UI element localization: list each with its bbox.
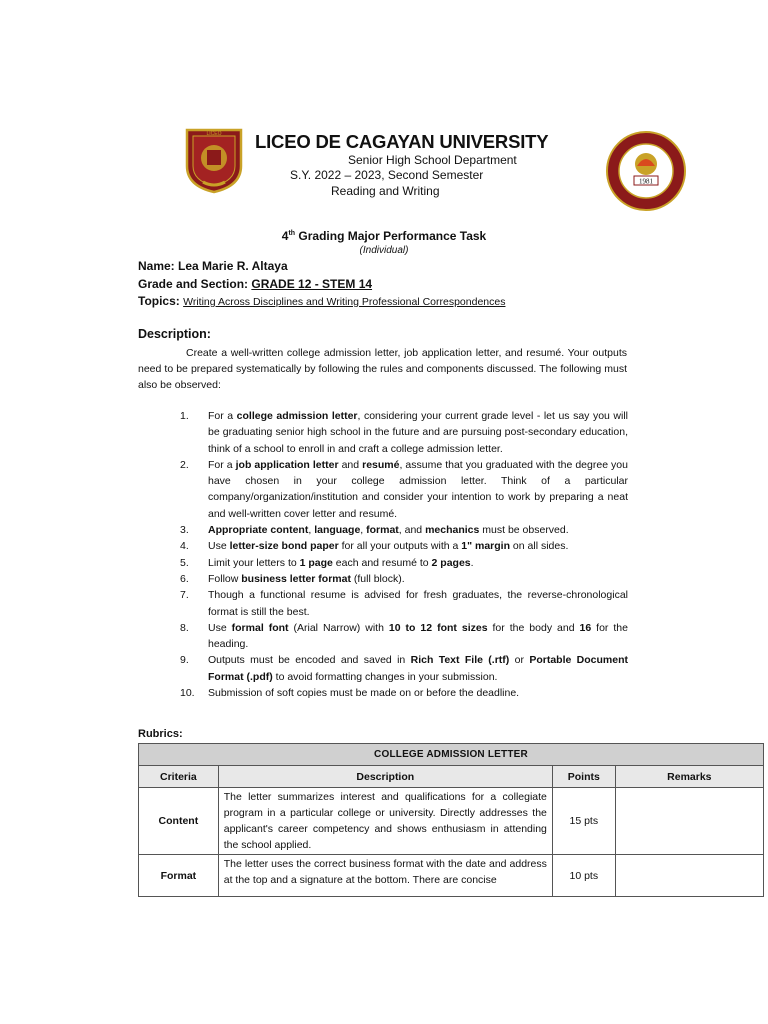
description-cell: The letter summarizes interest and qualifications for a collegiate program in a particular college or university. Directly addresses the applicant's career competency and shows enthusiasm in attending the school applied.	[218, 788, 552, 855]
list-item-text: Limit your letters to 1 page each and resumé to 2 pages.	[208, 556, 474, 569]
description-cell: The letter uses the correct business format with the date and address at the top and a signature at the bottom. There are concise	[218, 855, 552, 897]
list-item	[180, 620, 628, 653]
list-item-number: 4.	[180, 540, 189, 553]
list-item-text: Follow business letter format (full block).	[208, 572, 405, 585]
department-name: Senior High School Department	[348, 153, 517, 167]
criteria-cell: Format	[139, 855, 219, 897]
rubrics-heading: Rubrics:	[138, 728, 183, 740]
list-item	[180, 522, 628, 538]
list-item-number: 2.	[180, 458, 189, 471]
school-year: S.Y. 2022 – 2023, Second Semester	[290, 168, 484, 182]
list-item	[180, 571, 628, 587]
list-item	[180, 408, 628, 457]
seal-year: 1981	[639, 177, 653, 186]
rubric-caption: COLLEGE ADMISSION LETTER	[139, 744, 764, 766]
column-header-description: Description	[218, 766, 552, 788]
criteria-cell: Content	[139, 788, 219, 855]
list-item	[180, 652, 628, 685]
university-seal-logo	[183, 126, 245, 194]
column-header-points: Points	[552, 766, 615, 788]
list-item-number: 5.	[180, 556, 189, 569]
list-item-number: 9.	[180, 654, 189, 667]
grade-section-field: Grade and Section: GRADE 12 - STEM 14	[138, 277, 373, 291]
table-row	[139, 855, 764, 897]
topics-field: Topics: Writing Across Disciplines and Writing Professional Correspondences	[138, 294, 506, 308]
column-header-remarks: Remarks	[615, 766, 763, 788]
student-name-field: Name: Lea Marie R. Altaya	[138, 259, 288, 273]
list-item-text: Appropriate content, language, format, and mechanics must be observed.	[208, 524, 569, 537]
list-item-text: Use formal font (Arial Narrow) with 10 to 12 font sizes for the body and 16 for the heading.	[208, 621, 628, 651]
department-seal-logo	[605, 130, 687, 212]
list-item-number: 3.	[180, 524, 189, 537]
list-item	[180, 587, 628, 620]
description-heading: Description:	[138, 327, 211, 341]
list-item	[180, 457, 628, 522]
list-item	[180, 555, 628, 571]
list-item-number: 7.	[180, 589, 189, 602]
subject-name: Reading and Writing	[331, 184, 440, 198]
task-title: 4th Grading Major Performance Task	[281, 229, 487, 243]
table-row	[139, 788, 764, 855]
university-name: LICEO DE CAGAYAN UNIVERSITY	[255, 131, 549, 152]
rubric-table	[138, 743, 764, 897]
list-item-number: 8.	[180, 621, 189, 634]
list-item-number: 10.	[180, 687, 195, 700]
list-item-text: For a job application letter and resumé, assume that you graduated with the degree you have chosen in your college admission letter. Think of a particular company/organization/institution and consider your intention to work by preparing a neat and well-written cover letter and resumé.	[208, 458, 628, 520]
points-cell: 15 pts	[552, 788, 615, 855]
points-cell: 10 pts	[552, 855, 615, 897]
seal-text: LICEO	[206, 131, 222, 137]
task-subtitle: (Individual)	[359, 245, 409, 256]
list-item-number: 1.	[180, 410, 189, 422]
list-item-text: For a college admission letter, considering your current grade level - let us say you will be graduating senior high school in the future and are pursuing post-secondary education, think of a school to enroll in and craft a college admission letter.	[208, 410, 628, 455]
list-item-text: Submission of soft copies must be made on or before the deadline.	[208, 687, 520, 700]
list-item	[180, 538, 628, 554]
list-item-text: Use letter-size bond paper for all your outputs with a 1" margin on all sides.	[208, 540, 569, 553]
list-item	[180, 685, 628, 701]
instructions-list	[180, 408, 628, 701]
list-item-text: Though a functional resume is advised for fresh graduates, the reverse-chronological format is still the best.	[208, 589, 628, 618]
remarks-cell	[615, 788, 763, 855]
description-text: Create a well-written college admission letter, job application letter, and resumé. Your outputs need to be prepared systematically by following the rules and components discussed. The following must also be observed:	[138, 347, 627, 391]
remarks-cell	[615, 855, 763, 897]
list-item-number: 6.	[180, 572, 189, 585]
column-header-criteria: Criteria	[139, 766, 219, 788]
list-item-text: Outputs must be encoded and saved in Rich Text File (.rtf) or Portable Document Format (.pdf) to avoid formatting changes in your submission.	[208, 654, 629, 683]
